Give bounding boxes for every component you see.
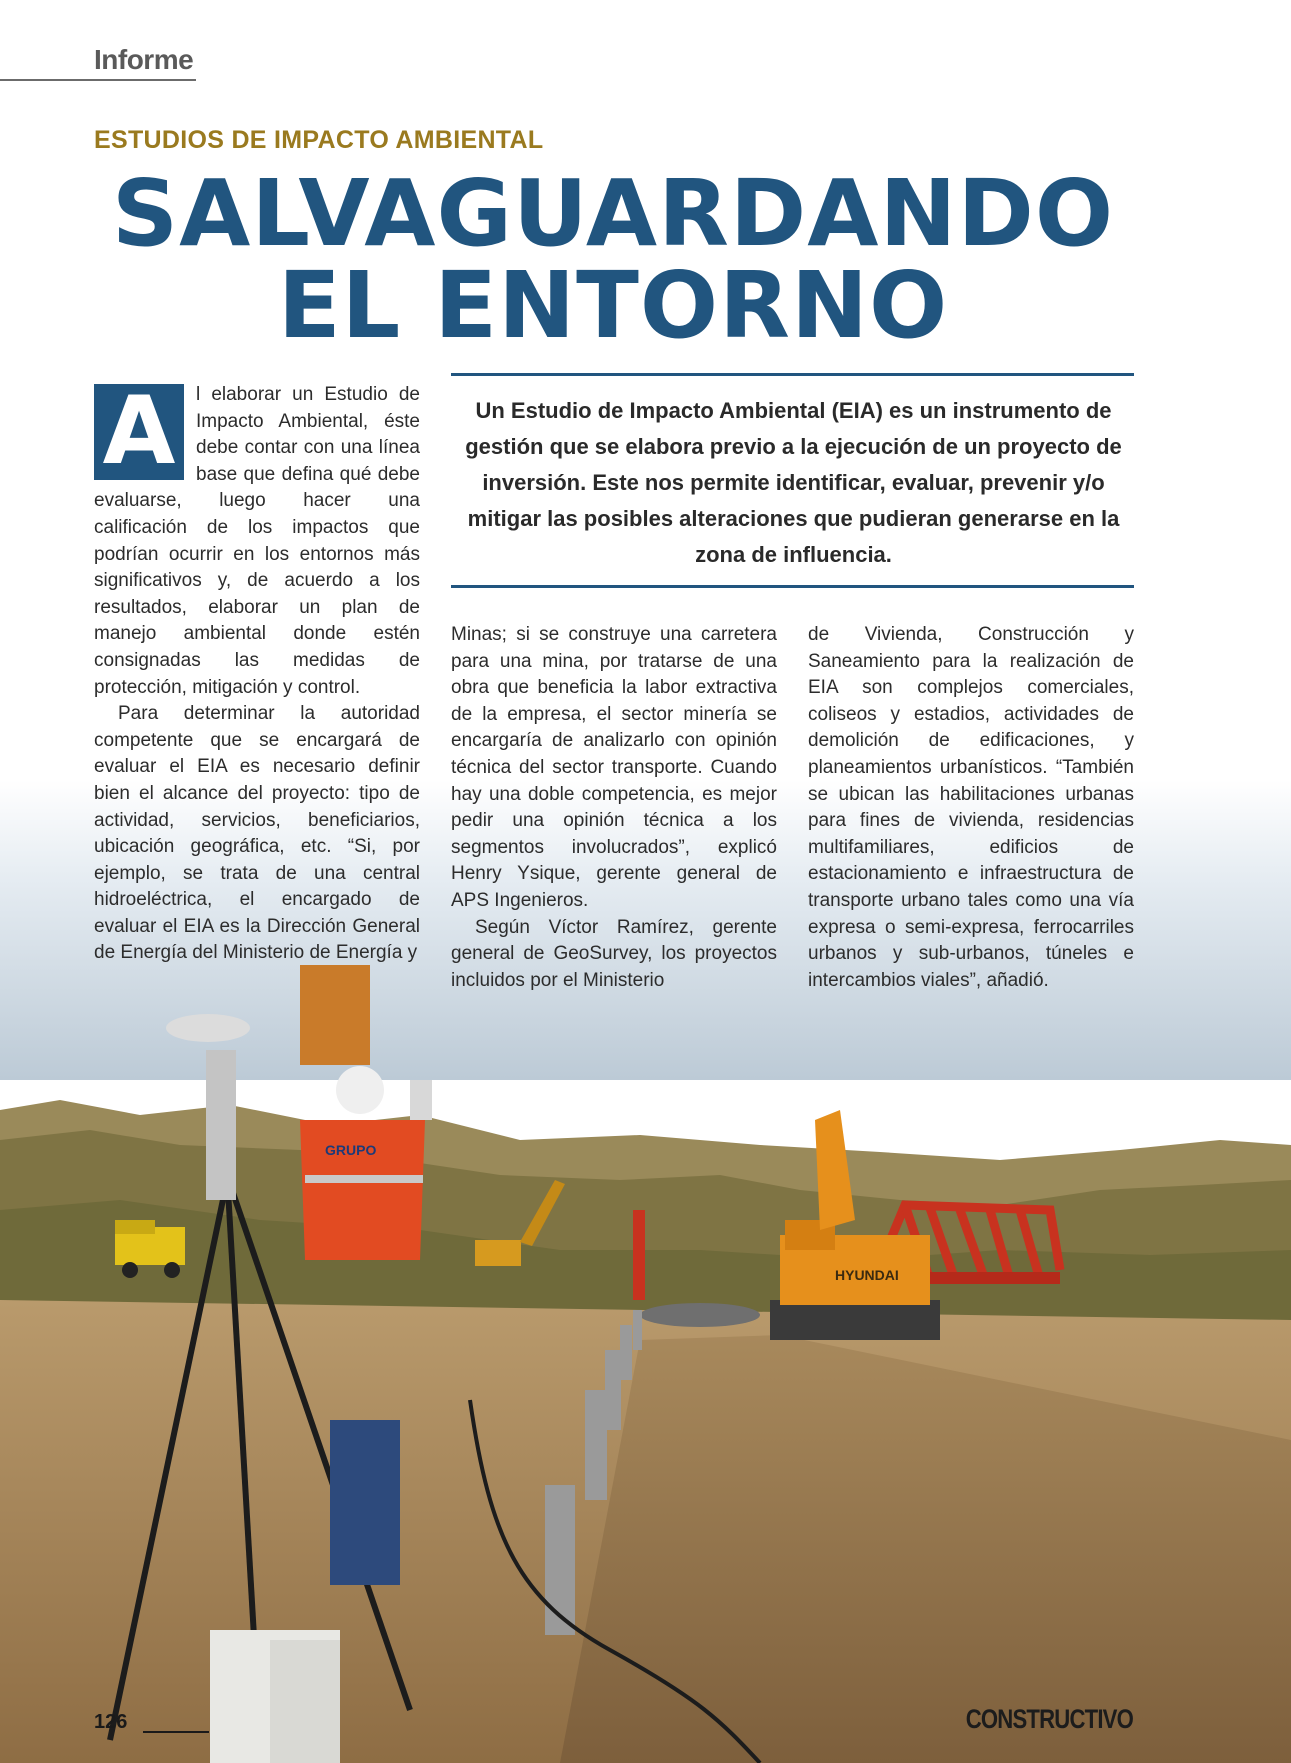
col3-paragraph-1: de Vivienda, Construcción y Saneamiento para la realización de EIA son complejos comerciales, coliseos y estadios, actividades de demolición de edificaciones, y planeamientos urbanísticos. “También se ubican las habilitaciones urbanas para fines de vivienda, residencias multifamiliares, edificios de estacionamiento e infraestructura de transporte urbano tales como una vía expresa o semi-expresa, ferrocarriles urbanos y sub-urbanos, túneles e intercambios viales”, añadió. — [808, 624, 1134, 991]
page-number: 126 — [94, 1711, 128, 1733]
col2-paragraph-1: Minas; si se construye una carretera para una mina, por tratarse de una obra que beneficia la labor extractiva de la empresa, el sector minería se encargaría de analizarlo con opinión técnica del sector transporte. Cuando hay una doble competencia, es mejor pedir una opinión técnica a los segmentos involucrados”, explicó Henry Ysique, gerente general de APS Ingenieros. — [451, 624, 777, 911]
pullquote-top-rule — [451, 373, 1134, 376]
col1-paragraph-2: Para determinar la autoridad competente que se encargará de evaluar el EIA es necesario definir bien el alcance del proyecto: tipo de actividad, servicios, beneficiarios, ubicación geográfica, etc. “Si, por ejemplo, se trata de una central hidroeléctrica, el encargado de evaluar el EIA es la Dirección General de Energía del Ministerio de Energía y — [94, 703, 420, 964]
col1-paragraph-1-text: l elaborar un Estudio de Impacto Ambiental, éste debe contar con una línea base que defina qué debe evaluarse, luego hacer una calificación de los impactos que podrían ocurrir en los entornos más significativos y, de acuerdo a los resultados, elaborar un plan de manejo ambiental donde estén consignadas las medidas de protección, mitigación y control. — [94, 384, 420, 698]
col2-paragraph-2: Según Víctor Ramírez, gerente general de GeoSurvey, los proyectos incluidos por el Ministerio — [451, 916, 777, 991]
article-column-2 — [451, 622, 777, 994]
article-column-1 — [94, 377, 420, 967]
pullquote-bottom-rule — [451, 585, 1134, 588]
headline-line-2: EL ENTORNO — [277, 252, 949, 359]
article-headline — [0, 160, 1226, 359]
drop-cap: A — [94, 384, 184, 480]
vest-logo-text: GRUPO — [325, 1142, 377, 1158]
pullquote: Un Estudio de Impacto Ambiental (EIA) es un instrumento de gestión que se elabora previo a la ejecución de un proyecto de inversión. Este nos permite identificar, evaluar, prevenir y/o mitigar las posibles alteraciones que pudieran generarse en la zona de influencia. — [465, 398, 1122, 567]
headline-line-1: SALVAGUARDANDO — [111, 160, 1115, 267]
magazine-brand: CONSTRUCTIVO — [965, 1704, 1133, 1734]
section-underline — [0, 79, 196, 81]
section-label: Informe — [94, 44, 194, 75]
page-number-rule — [143, 1731, 209, 1733]
article-column-3 — [808, 622, 1134, 994]
excavator-brand-label: HYUNDAI — [835, 1267, 899, 1283]
article-kicker: ESTUDIOS DE IMPACTO AMBIENTAL — [94, 126, 544, 154]
col1-paragraph-1 — [94, 377, 420, 701]
